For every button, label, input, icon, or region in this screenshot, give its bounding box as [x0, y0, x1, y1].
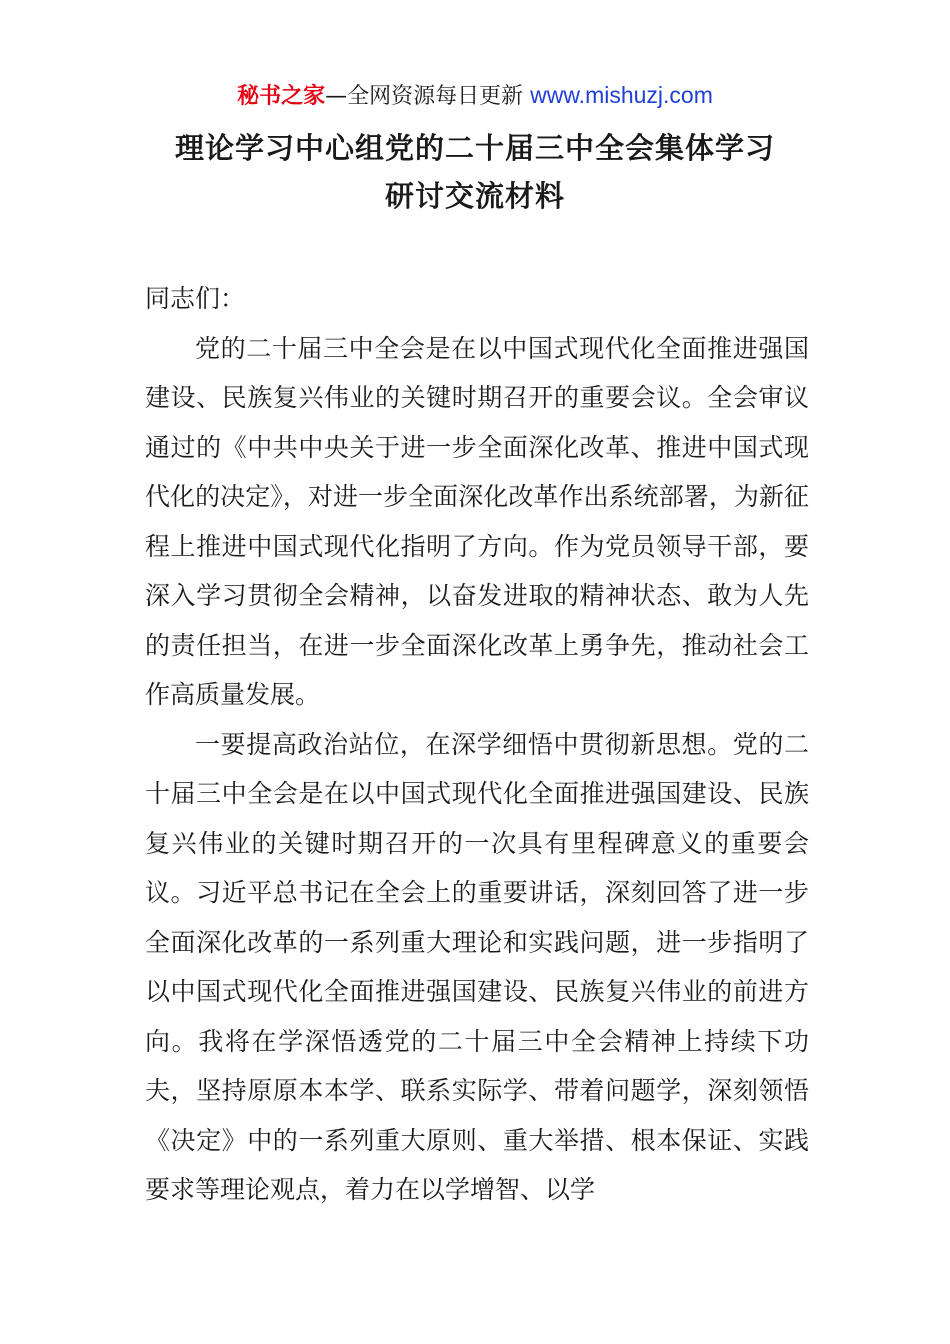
paragraph-intro: 党的二十届三中全会是在以中国式现代化全面推进强国建设、民族复兴伟业的关键时期召开的重要会议。全会审议通过的《中共中央关于进一步全面深化改革、推进中国式现代化的决定》，对进一步全面深化改革作出系统部署，为新征程上推进中国式现代化指明了方向。作为党员领导干部，要深入学习贯彻全会精神，以奋发进取的精神状态、敢为人先的责任担当，在进一步全面深化改革上勇争先，推动社会工作高质量发展。 [145, 333, 809, 709]
greeting: 同志们： [145, 284, 246, 313]
paragraph-point-one: 一要提高政治站位，在深学细悟中贯彻新思想。党的二十届三中全会是在以中国式现代化全面推进强国建设、民族复兴伟业的关键时期召开的一次具有里程碑意义的重要会议。习近平总书记在全会上的重要讲话，深刻回答了进一步全面深化改革的一系列重大理论和实践问题，进一步指明了以中国式现代化全面推进强国建设、民族复兴伟业的前进方向。我将在学深悟透党的二十届三中全会精神上持续下功夫，坚持原原本本学、联系实际学、带着问题学，深刻领悟《决定》中的一系列重大原则、重大举措、根本保证、实践要求等理论观点，着力在以学增智、以学 [145, 729, 809, 1204]
site-slogan: —全网资源每日更新 [325, 84, 524, 109]
document-title [0, 124, 950, 220]
site-header [0, 78, 950, 114]
title-line-1: 理论学习中心组党的二十届三中全会集体学习 [174, 131, 775, 165]
title-line-2: 研讨交流材料 [384, 179, 565, 213]
document-body [145, 274, 809, 1215]
site-url-link[interactable]: www.mishuzj.com [530, 82, 713, 108]
site-brand: 秘书之家 [237, 84, 326, 109]
